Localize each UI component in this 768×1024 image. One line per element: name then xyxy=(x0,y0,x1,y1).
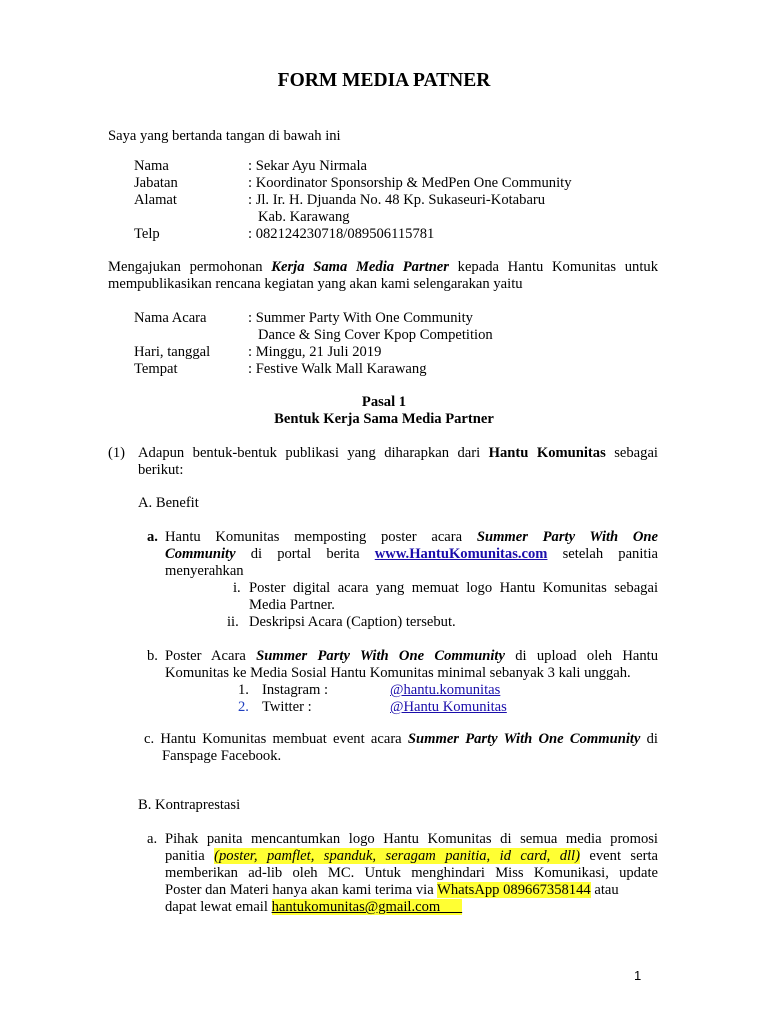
benefit-b-line1: Poster Acara Summer Party With One Community di upload oleh Hantu xyxy=(165,648,658,664)
hari-label: Hari, tanggal xyxy=(134,344,211,360)
pasal-subheading: Bentuk Kerja Sama Media Partner xyxy=(274,411,494,427)
page-number: 1 xyxy=(634,968,642,983)
alamat-value-line1: : Jl. Ir. H. Djuanda No. 48 Kp. Sukaseuri-Kotabaru xyxy=(248,192,546,208)
hari-value: : Minggu, 21 Juli 2019 xyxy=(248,344,382,360)
benefit-b-line2: Komunitas ke Media Sosial Hantu Komunitas minimal sebanyak 3 kali unggah. xyxy=(165,665,631,681)
benefit-c-line2: Fanspage Facebook. xyxy=(162,748,282,764)
alamat-label: Alamat xyxy=(134,192,177,208)
benefit-i-marker: i. xyxy=(233,580,241,596)
kontraprestasi-line2: panitia (poster, pamflet, spanduk, seragam panitia, id card, dll) event serta xyxy=(165,848,658,864)
kontraprestasi-heading: B. Kontraprestasi xyxy=(138,797,241,813)
hantukomunitas-link[interactable]: www.HantuKomunitas.com xyxy=(374,546,548,562)
instagram-link[interactable]: @hantu.komunitas xyxy=(390,682,501,698)
request-paragraph-line1: Mengajukan permohonan Kerja Sama Media Partner kepada Hantu Komunitas untuk xyxy=(108,259,658,275)
kontraprestasi-line4: Poster dan Materi hanya akan kami terima via WhatsApp 089667358144 atau xyxy=(165,882,619,898)
benefit-a-line1: Hantu Komunitas memposting poster acara Summer Party With One xyxy=(165,529,659,545)
pasal-heading: Pasal 1 xyxy=(361,394,407,410)
jabatan-value: : Koordinator Sponsorship & MedPen One Community xyxy=(248,175,572,191)
tempat-label: Tempat xyxy=(134,361,178,377)
whatsapp-highlight: WhatsApp 089667358144 xyxy=(437,882,591,898)
benefit-ii-marker: ii. xyxy=(227,614,239,630)
tempat-value: : Festive Walk Mall Karawang xyxy=(248,361,427,377)
kontraprestasi-line5: dapat lewat email hantukomunitas@gmail.com xyxy=(165,899,463,915)
page-title: FORM MEDIA PATNER xyxy=(277,70,491,91)
kontraprestasi-a-marker: a. xyxy=(147,831,158,847)
jabatan-label: Jabatan xyxy=(134,175,178,191)
telp-label: Telp xyxy=(134,226,160,242)
request-emphasis: Kerja Sama Media Partner xyxy=(271,259,449,275)
social-item-1-number: 1. xyxy=(238,682,249,698)
social-item-2-number: 2. xyxy=(238,699,249,715)
social-item-2-label: Twitter : xyxy=(262,699,312,715)
benefit-a-marker: a. xyxy=(147,529,158,545)
benefit-c-line1: c. Hantu Komunitas membuat event acara Summer Party With One Community di xyxy=(144,731,658,747)
nama-value: : Sekar Ayu Nirmala xyxy=(248,158,368,174)
twitter-link[interactable]: @Hantu Komunitas xyxy=(390,699,507,715)
benefit-i-line1: Poster digital acara yang memuat logo Hantu Komunitas sebagai xyxy=(249,580,658,596)
email-link[interactable]: hantukomunitas@gmail.com xyxy=(271,899,463,915)
benefit-ii-text: Deskripsi Acara (Caption) tersebut. xyxy=(249,614,456,630)
request-paragraph-line2: mempublikasikan rencana kegiatan yang akan kami selengarakan yaitu xyxy=(108,276,523,292)
media-list-highlight: (poster, pamflet, spanduk, seragam panitia, id card, dll) xyxy=(214,848,580,864)
benefit-a-line3: menyerahkan xyxy=(165,563,244,579)
nama-acara-value-line2: Dance & Sing Cover Kpop Competition xyxy=(258,327,493,343)
alamat-value-line2: Kab. Karawang xyxy=(258,209,350,225)
benefit-b-marker: b. xyxy=(147,648,158,664)
nama-acara-value-line1: : Summer Party With One Community xyxy=(248,310,473,326)
nama-acara-label: Nama Acara xyxy=(134,310,207,326)
benefit-a-line2: Community di portal berita www.HantuKomunitas.com setelah panitia xyxy=(165,546,658,562)
kontraprestasi-line1: Pihak panita mencantumkan logo Hantu Komunitas di semua media promosi xyxy=(165,831,658,847)
clause-number: (1) xyxy=(108,445,126,461)
kontraprestasi-line3: memberikan ad-lib oleh MC. Untuk menghindari Miss Komunikasi, update xyxy=(165,865,658,881)
clause-line2: berikut: xyxy=(138,462,184,478)
telp-value: : 082124230718/089506115781 xyxy=(248,226,435,242)
intro-text: Saya yang bertanda tangan di bawah ini xyxy=(108,128,341,144)
clause-line1: Adapun bentuk-bentuk publikasi yang diharapkan dari Hantu Komunitas sebagai xyxy=(138,445,658,461)
benefit-i-line2: Media Partner. xyxy=(249,597,335,613)
social-item-1-label: Instagram : xyxy=(262,682,329,698)
nama-label: Nama xyxy=(134,158,169,174)
benefit-heading: A. Benefit xyxy=(138,495,199,511)
